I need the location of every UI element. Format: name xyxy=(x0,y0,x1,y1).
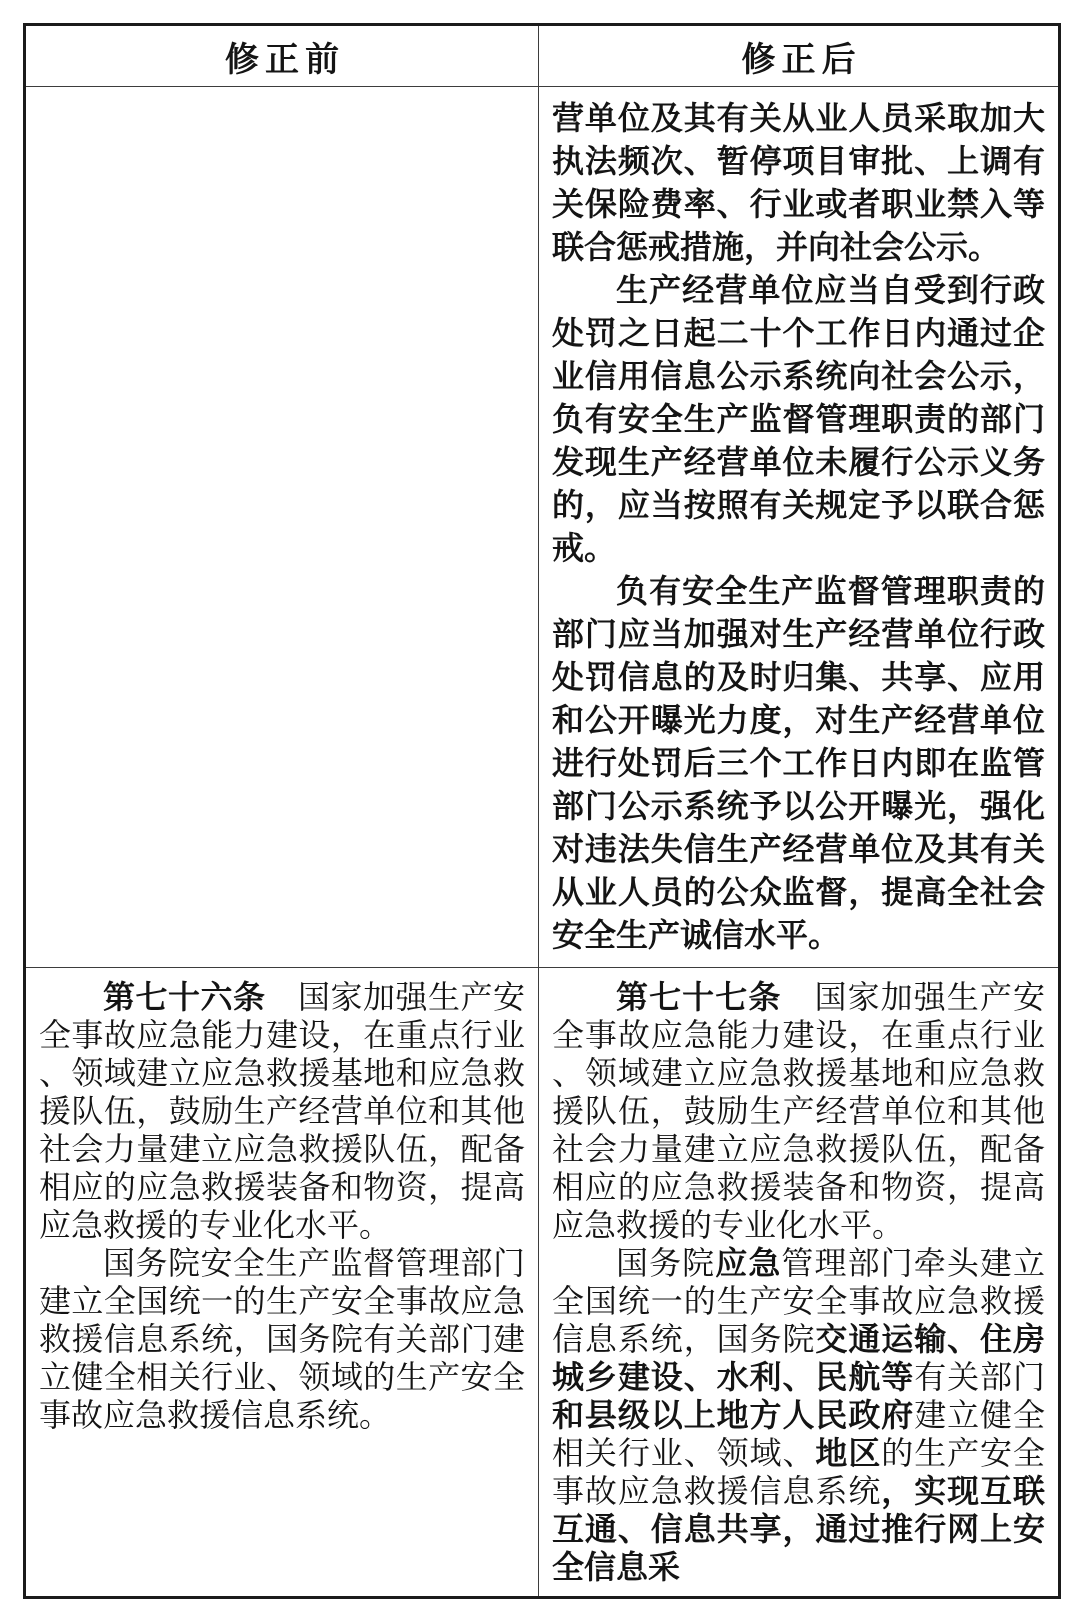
cell-before xyxy=(25,968,539,1598)
text-run: 有关部门 xyxy=(914,1359,1045,1395)
text-run: 管理部门牵头建立全国统一的生产安全事故应急救援信息系统，国务院 xyxy=(552,1245,1045,1357)
amended-text-run: 和县级以上地方人民政府 xyxy=(552,1397,915,1433)
header-after: 修正后 xyxy=(539,25,1060,87)
amended-text-run: 地区 xyxy=(815,1435,882,1471)
amended-text-run: 应急 xyxy=(715,1245,782,1281)
text-run: 国务院 xyxy=(616,1245,716,1281)
amended-text-run: 第七十七条 xyxy=(616,979,782,1015)
amended-text-run: ，实现互联互通、信息共享，通过推行网上安全信息采 xyxy=(552,1473,1045,1585)
header-row xyxy=(25,25,1060,87)
paragraph xyxy=(39,978,525,1244)
amendment-comparison-table xyxy=(23,23,1061,1599)
text-run: 的生产安全事故应急救援信息系统 xyxy=(552,1435,1045,1509)
cell-before xyxy=(25,87,539,968)
header-before: 修正前 xyxy=(25,25,539,87)
amended-text-run: 交通运输、住房城乡建设、水利、民航等 xyxy=(552,1321,1045,1395)
amended-text-run: 营单位及其有关从业人员采取加大执法频次、暂停项目审批、上调有关保险费率、行业或者职业禁入等联合惩戒措施，并向社会公示。 xyxy=(552,100,1045,265)
paragraph xyxy=(552,570,1045,957)
text-run: 国家加强生产安全事故应急能力建设，在重点行业、领域建立应急救援基地和应急救援队伍，鼓励生产经营单位和其他社会力量建立应急救援队伍，配备相应的应急救援装备和物资，提高应急救援的专业化水平。 xyxy=(552,979,1045,1243)
text-run: 国家加强生产安全事故应急能力建设，在重点行业、领域建立应急救援基地和应急救援队伍，鼓励生产经营单位和其他社会力量建立应急救援队伍，配备相应的应急救援装备和物资，提高应急救援的专业化水平。 xyxy=(39,979,525,1243)
table-row xyxy=(25,968,1060,1598)
paragraph xyxy=(552,269,1045,570)
cell-after xyxy=(539,968,1060,1598)
table-row xyxy=(25,87,1060,968)
text-run: 国务院安全生产监督管理部门建立全国统一的生产安全事故应急救援信息系统，国务院有关部门建立健全相关行业、领域的生产安全事故应急救援信息系统。 xyxy=(39,1245,525,1433)
amended-text-run: 生产经营单位应当自受到行政处罚之日起二十个工作日内通过企业信用信息公示系统向社会公示，负有安全生产监督管理职责的部门发现生产经营单位未履行公示义务的，应当按照有关规定予以联合惩戒。 xyxy=(552,272,1045,566)
amended-text-run: 负有安全生产监督管理职责的部门应当加强对生产经营单位行政处罚信息的及时归集、共享、应用和公开曝光力度，对生产经营单位进行处罚后三个工作日内即在监管部门公示系统予以公开曝光，强化对违法失信生产经营单位及其有关从业人员的公众监督，提高全社会安全生产诚信水平。 xyxy=(552,573,1045,953)
paragraph xyxy=(39,1244,525,1434)
table-body xyxy=(25,87,1060,1598)
text-run: 建立健全相关行业、领域、 xyxy=(552,1397,1045,1471)
paragraph xyxy=(552,978,1045,1244)
paragraph xyxy=(552,97,1045,269)
amended-text-run: 第七十六条 xyxy=(103,979,266,1015)
cell-after xyxy=(539,87,1060,968)
paragraph xyxy=(552,1244,1045,1586)
